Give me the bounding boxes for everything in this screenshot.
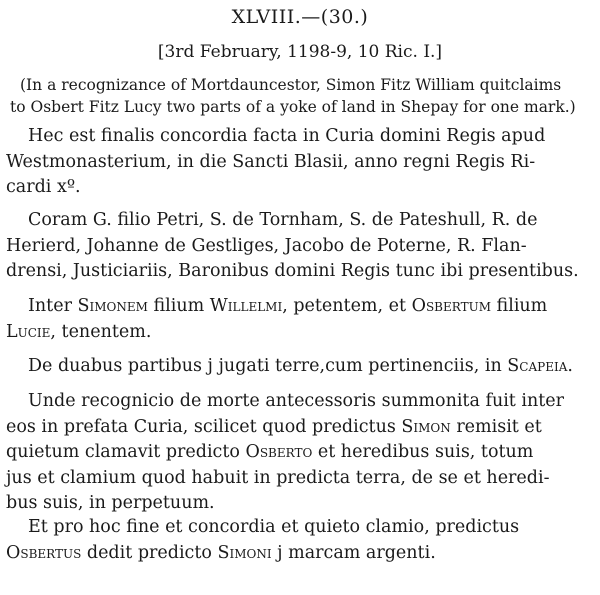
paragraph-line: Unde recognicio de morte antecessoris summonita fuit inter	[28, 391, 565, 411]
paragraph-de-duabus	[6, 354, 592, 380]
paragraph-line	[6, 354, 592, 380]
name-simon: Simoni	[217, 542, 272, 563]
charter-number-heading: XLVIII.—(30.)	[231, 6, 369, 28]
name-lucie: Lucie	[6, 321, 51, 342]
paragraph-line: Coram G. filio Petri, S. de Tornham, S. de Pateshull, R. de	[28, 210, 538, 230]
text-run: dedit predicto	[81, 542, 218, 563]
paragraph-line: drensi, Justiciariis, Baronibus domini Regis tunc ibi presentibus.	[6, 261, 579, 281]
text-run: et heredibus suis, totum	[312, 442, 534, 462]
text-run: , petentem, et	[282, 296, 412, 316]
name-osbert: Osbertum	[411, 296, 491, 316]
text-run: filium	[147, 296, 210, 316]
paragraph-line	[6, 320, 592, 346]
name-osbert: Osberto	[245, 442, 313, 462]
paragraph-line	[6, 294, 592, 320]
text-run: filium	[490, 296, 548, 316]
paragraph-line: bus suis, in perpetuum.	[6, 493, 215, 513]
text-run: Inter	[28, 296, 78, 316]
text-run: eos in prefata Curia, scilicet quod predictus	[6, 416, 402, 437]
paragraph-line: cardi xº.	[6, 177, 81, 197]
paragraph-unde	[6, 389, 592, 517]
date-line: [3rd February, 1198-9, 10 Ric. I.]	[157, 42, 443, 62]
summary-line-1: (In a recognizance of Mortdauncestor, Simon Fitz William quitclaims	[20, 76, 562, 94]
paragraph-coram	[6, 208, 592, 285]
paragraph-line: Hec est finalis concordia facta in Curia domini Regis apud	[28, 126, 546, 146]
paragraph-inter	[6, 294, 592, 345]
paragraph-concordia	[6, 124, 592, 201]
summary-line-2: to Osbert Fitz Lucy two parts of a yoke of land in Shepay for one mark.)	[10, 98, 576, 116]
paragraph-et-pro	[6, 515, 592, 566]
summary-note	[10, 74, 590, 118]
text-run: quietum clamavit predicto	[6, 442, 246, 462]
text-run: j marcam argenti.	[271, 542, 436, 563]
paragraph-line	[6, 440, 592, 466]
paragraph-line: Herierd, Johanne de Gestliges, Jacobo de Poterne, R. Flan-	[6, 235, 527, 256]
text-run: De duabus partibus j jugati terre,cum pertinenciis, in	[28, 356, 508, 376]
name-willelmi: Willelmi	[209, 296, 283, 316]
place-scapeia: Scapeia	[507, 356, 568, 376]
text-run: .	[567, 356, 573, 376]
paragraph-line	[6, 541, 592, 567]
paragraph-line: jus et clamium quod habuit in predicta terra, de se et heredi-	[6, 467, 550, 488]
text-run: remisit et	[450, 416, 542, 437]
paragraph-line: Et pro hoc fine et concordia et quieto clamio, predictus	[28, 517, 520, 537]
name-osbert: Osbertus	[6, 542, 82, 563]
text-run: , tenentem.	[50, 321, 152, 342]
paragraph-line	[6, 415, 592, 441]
name-simon: Simon	[401, 416, 451, 437]
paragraph-line: Westmonasterium, in die Sancti Blasii, anno regni Regis Ri-	[6, 151, 536, 172]
name-simon: Simonem	[77, 296, 148, 316]
